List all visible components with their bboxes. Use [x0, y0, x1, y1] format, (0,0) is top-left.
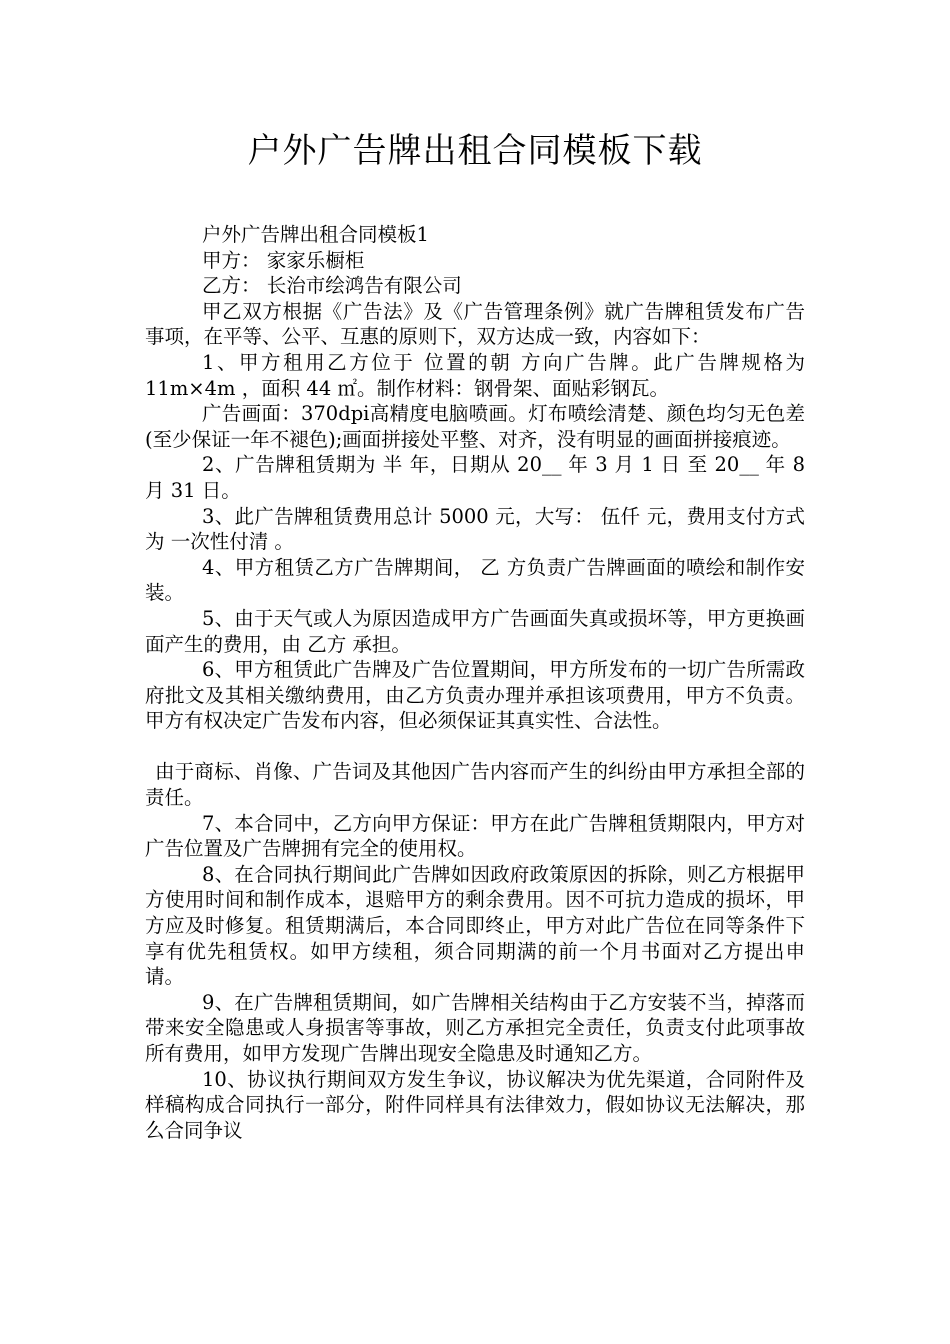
clause-8: 8、在合同执行期间此广告牌如因政府政策原因的拆除，则乙方根据甲方使用时间和制作成本，退赔甲方的剩余费用。因不可抗力造成的损坏，甲方应及时修复。租赁期满后，本合同即终止，甲方对此广告位在同等条件下享有优先租赁权。如甲方续租，须合同期满的前一个月书面对乙方提出申请。: [145, 862, 805, 989]
contract-heading: 户外广告牌出租合同模板1: [202, 223, 429, 246]
clause-6: 6、甲方租赁此广告牌及广告位置期间，甲方所发布的一切广告所需政府批文及其相关缴纳费用，由乙方负责办理并承担该项费用，甲方不负责。甲方有权决定广告发布内容，但必须保证其真实性、合法性。: [145, 658, 805, 733]
clause-3: 3、此广告牌租赁费用总计 5000 元，大写： 伍仟 元，费用支付方式为 一次性付清 。: [145, 504, 805, 554]
clause-9: 9、在广告牌租赁期间，如广告牌相关结构由于乙方安装不当，掉落而带来安全隐患或人身损害等事故，则乙方承担完全责任，负责支付此项事故所有费用，如甲方发现广告牌出现安全隐患及时通知乙方。: [145, 990, 805, 1065]
party-b: 乙方： 长治市绘鸿告有限公司: [202, 274, 462, 298]
clause-1-ad-image: 广告画面：370dpi高精度电脑喷画。灯布喷绘清楚、颜色均匀无色差(至少保证一年不褪色);画面拼接处平整、对齐，没有明显的画面拼接痕迹。: [145, 402, 805, 451]
preamble-paragraph: 甲乙双方根据《广告法》及《广告管理条例》就广告牌租赁发布广告事项，在平等、公平、互惠的原则下，双方达成一致，内容如下：: [145, 299, 805, 349]
document-body: [145, 222, 805, 1143]
clause-6-continued: 由于商标、肖像、广告词及其他因广告内容而产生的纠纷由甲方承担全部的责任。: [145, 760, 805, 810]
clause-2: 2、广告牌租赁期为 半 年，日期从 20__ 年 3 月 1 日 至 20__ 年 8 月 31 日。: [145, 453, 805, 502]
party-a: 甲方： 家家乐橱柜: [202, 248, 365, 272]
clause-1: 1、甲方租用乙方位于 位置的朝 方向广告牌。此广告牌规格为 11m×4m ，面积 44 ㎡。制作材料：钢骨架、面贴彩钢瓦。: [145, 350, 805, 400]
clause-5: 5、由于天气或人为原因造成甲方广告画面失真或损坏等，甲方更换画面产生的费用，由 乙方 承担。: [145, 606, 805, 656]
clause-7: 7、本合同中，乙方向甲方保证：甲方在此广告牌租赁期限内，甲方对广告位置及广告牌拥有完全的使用权。: [145, 811, 805, 861]
paragraph-gap: [145, 734, 805, 760]
clause-4: 4、甲方租赁乙方广告牌期间， 乙 方负责广告牌画面的喷绘和制作安装。: [145, 555, 805, 605]
document-title: 户外广告牌出租合同模板下载: [247, 131, 703, 171]
clause-10: 10、协议执行期间双方发生争议，协议解决为优先渠道，合同附件及样稿构成合同执行一部分，附件同样具有法律效力，假如协议无法解决，那么合同争议: [145, 1067, 805, 1142]
